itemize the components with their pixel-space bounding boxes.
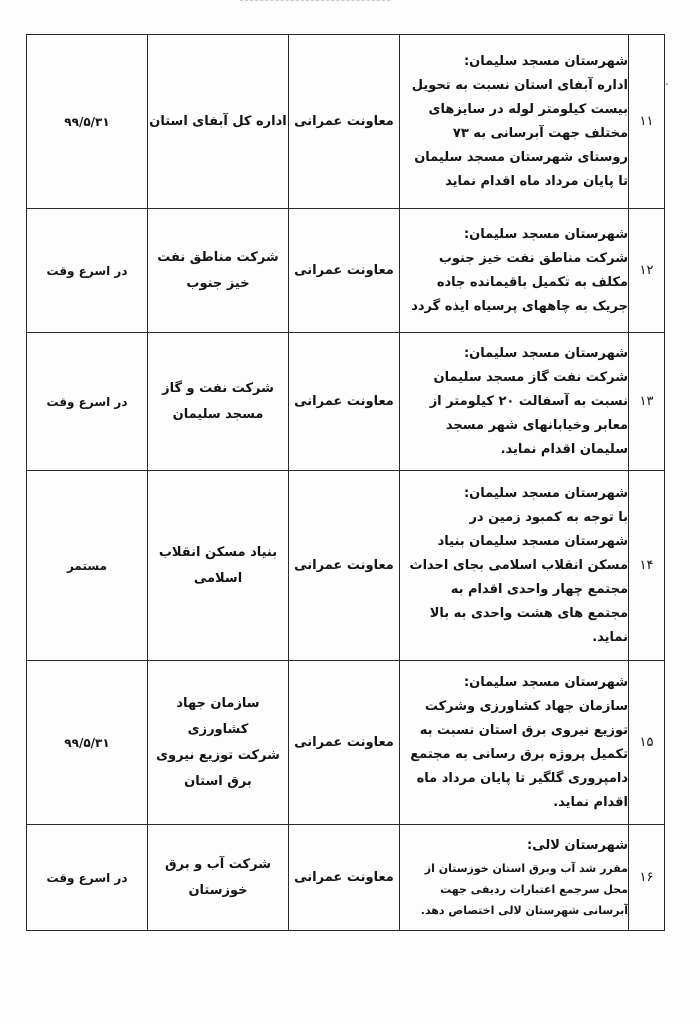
executing-agency	[148, 661, 289, 825]
row-description	[400, 825, 629, 931]
responsible-deputy: معاونت عمرانی	[289, 333, 400, 471]
row-number: ۱۵	[629, 661, 665, 825]
description-heading: شهرستان مسجد سلیمان:	[463, 53, 628, 69]
description-heading: شهرستان لالی:	[527, 838, 628, 853]
row-number: ۱۲	[629, 209, 665, 333]
description-body: اداره آبفای استان نسبت به تحویل بیست کیلومتر لوله در سایزهای مختلف جهت آبرسانی به ۷۳ روستای شهرستان مسجد سلیمان تا پایان مرداد ماه اقدام نماید	[411, 77, 628, 189]
deadline: مستمر	[27, 471, 148, 661]
margin-mark: .	[665, 74, 669, 88]
executing-agency: شرکت آب و برق خوزستان	[148, 825, 289, 931]
table-row	[27, 209, 665, 333]
row-description	[400, 35, 629, 209]
description-body: شرکت مناطق نفت خیز جنوب مکلف به تکمیل باقیمانده جاده جریک به چاههای پرسیاه ایذه گردد	[411, 250, 628, 314]
deadline: ۹۹/۵/۳۱	[27, 661, 148, 825]
description-body: مقرر شد آب وبرق استان خوزستان از محل سرجمع اعتبارات ردیفی جهت آبرسانی شهرستان لالی اختصاص دهد.	[420, 862, 628, 917]
row-description	[400, 471, 629, 661]
row-description	[400, 661, 629, 825]
responsible-deputy: معاونت عمرانی	[289, 825, 400, 931]
executing-agency-line: سازمان جهاد	[176, 695, 260, 711]
table-row	[27, 825, 665, 931]
table-row	[27, 333, 665, 471]
deadline: در اسرع وقت	[27, 825, 148, 931]
description-body: با توجه به کمبود زمین در شهرستان مسجد سلیمان بنیاد مسکن انقلاب اسلامی بجای احداث مجتمع چهار واحدی اقدام به مجتمع های هشت واحدی به بالا نماید.	[409, 509, 628, 645]
executing-agency-line: کشاورزی	[187, 721, 249, 737]
row-description	[400, 209, 629, 333]
deadline: در اسرع وقت	[27, 333, 148, 471]
resolutions-table	[26, 34, 665, 931]
responsible-deputy: معاونت عمرانی	[289, 209, 400, 333]
executing-agency: شرکت مناطق نفت خیز جنوب	[148, 209, 289, 333]
table-row	[27, 471, 665, 661]
deadline: ۹۹/۵/۳۱	[27, 35, 148, 209]
responsible-deputy: معاونت عمرانی	[289, 471, 400, 661]
top-scan-line	[240, 0, 390, 1]
row-number: ۱۱	[629, 35, 665, 209]
row-number: ۱۳	[629, 333, 665, 471]
responsible-deputy: معاونت عمرانی	[289, 661, 400, 825]
responsible-deputy: معاونت عمرانی	[289, 35, 400, 209]
description-heading: شهرستان مسجد سلیمان:	[463, 485, 628, 501]
description-heading: شهرستان مسجد سلیمان:	[463, 674, 628, 690]
deadline: در اسرع وقت	[27, 209, 148, 333]
executing-agency: شرکت نفت و گاز مسجد سلیمان	[148, 333, 289, 471]
executing-agency-line: شرکت توزیع نیروی	[156, 747, 280, 763]
description-heading: شهرستان مسجد سلیمان:	[463, 226, 628, 242]
row-description	[400, 333, 629, 471]
description-body: شرکت نفت گاز مسجد سلیمان نسبت به آسفالت ۲۰ کیلومتر از معابر وخیابانهای شهر مسجد سلیمان اقدام نماید.	[429, 369, 628, 457]
executing-agency-line: برق استان	[184, 773, 252, 789]
executing-agency: اداره کل آبفای استان	[148, 35, 289, 209]
table-row	[27, 661, 665, 825]
description-heading: شهرستان مسجد سلیمان:	[463, 345, 628, 361]
description-body: سازمان جهاد کشاورزی وشرکت توزیع نیروی برق استان نسبت به تکمیل پروژه برق رسانی به مجتمع دامپروری گلگیر تا پایان مرداد ماه اقدام نماید.	[410, 698, 628, 810]
row-number: ۱۴	[629, 471, 665, 661]
executing-agency: بنیاد مسکن انقلاب اسلامی	[148, 471, 289, 661]
table-row	[27, 35, 665, 209]
row-number: ۱۶	[629, 825, 665, 931]
